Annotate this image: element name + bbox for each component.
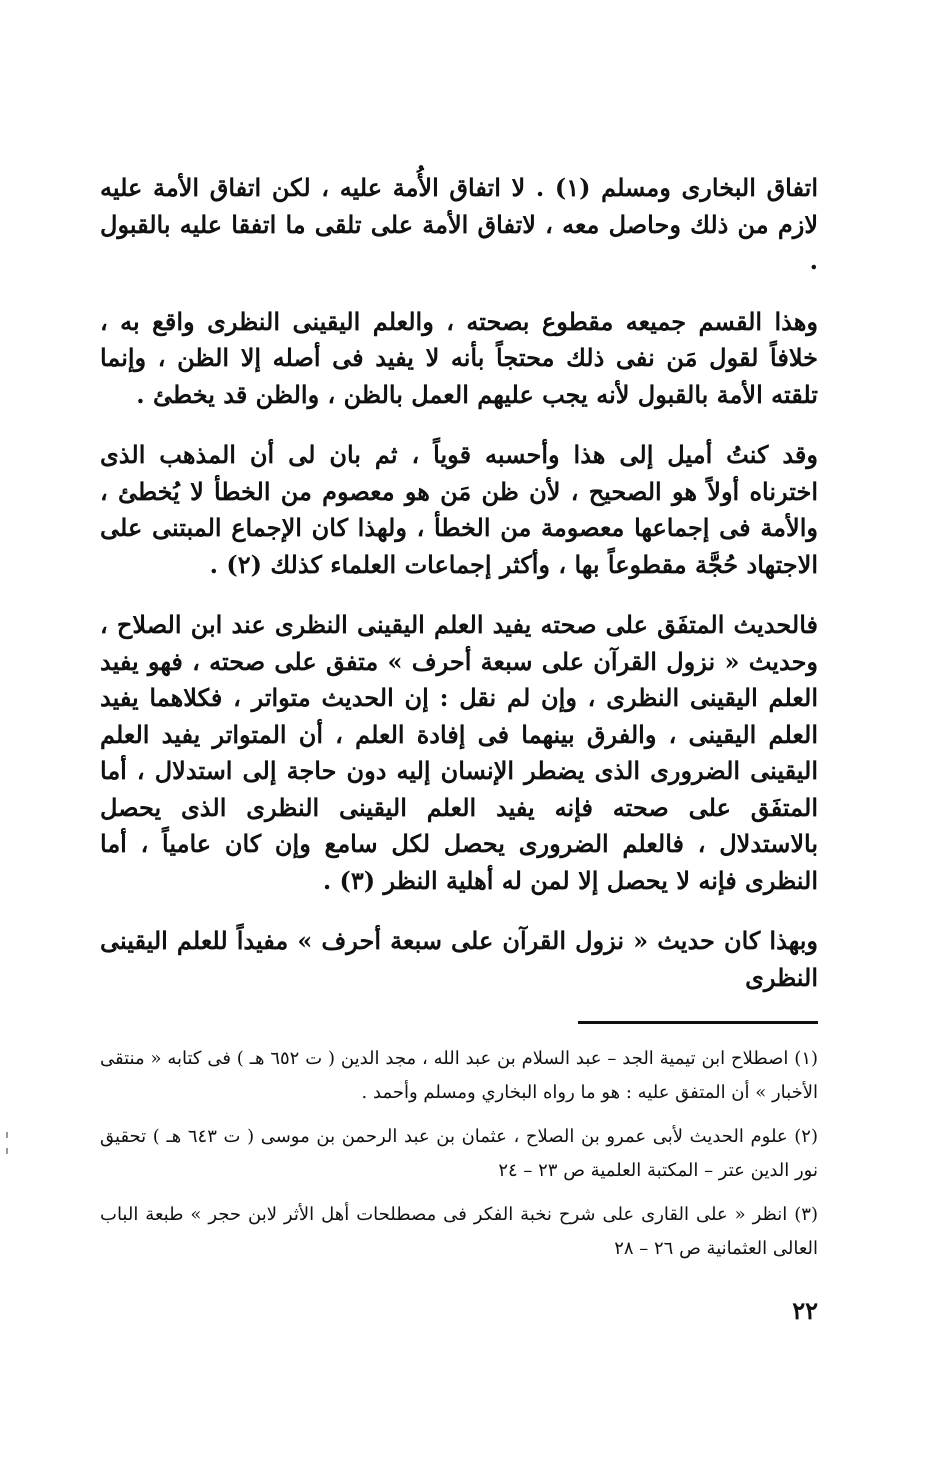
- paragraph-2: وهذا القسم جميعه مقطوع بصحته ، والعلم اليقينى النظرى واقع به ، خلافاً لقول مَن نفى ذلك محتجاً بأنه لا يفيد فى أصله إلا الظن ، وإنما تلقته الأمة بالقبول لأنه يجب عليهم العمل بالظن ، والظن قد يخطئ .: [100, 306, 819, 409]
- paragraph-3: وقد كنتُ أميل إلى هذا وأحسبه قوياً ، ثم بان لى أن المذهب الذى اخترناه أولاً هو الصحيح ، لأن ظن مَن هو معصوم من الخطأ لا يُخطئ ، والأمة فى إجماعها معصومة من الخطأ ، ولهذا كان الإجماع المبتنى على الاجتهاد حُجَّة مقطوعاً بها ، وأكثر إجماعات العلماء كذلك (٢) .: [100, 440, 818, 579]
- footnote-2: (٢) علوم الحديث لأبى عمرو بن الصلاح ، عثمان بن عبد الرحمن بن موسى ( ت ٦٤٣ هـ ) تحقيق نور الدين عتر – المكتبة العلمية ص ٢٣ – ٢٤: [100, 1126, 818, 1181]
- paragraph-5: وبهذا كان حديث « نزول القرآن على سبعة أحرف » مفيداً للعلم اليقينى النظرى: [100, 926, 818, 992]
- footnotes: [100, 1042, 818, 1276]
- scan-mark: [6, 1132, 8, 1138]
- footnote-3: (٣) انظر « على القارى على شرح نخبة الفكر فى مصطلحات أهل الأثر لابن حجر » طبعة الباب العالى العثمانية ص ٢٦ – ٢٨: [100, 1204, 818, 1259]
- paragraph-1: اتفاق البخارى ومسلم (١) . لا اتفاق الأُمة عليه ، لكن اتفاق الأمة عليه لازم من ذلك وحاصل معه ، لاتفاق الأمة على تلقى ما اتفقا عليه بالقبول .: [100, 173, 818, 275]
- page-number: ٢٢: [792, 1296, 818, 1325]
- paragraph-4: فالحديث المتفَق على صحته يفيد العلم اليقينى النظرى عند ابن الصلاح ، وحديث « نزول القرآن على سبعة أحرف » متفق على صحته ، فهو يفيد العلم اليقينى النظرى ، وإن لم نقل : إن الحديث متواتر ، فكلاهما يفيد العلم اليقينى ، والفرق بينهما فى إفادة العلم ، أن المتواتر يفيد العلم اليقينى الضرورى الذى يضطر الإنسان إليه دون حاجة إلى استدلال ، أما المتفَق على صحته فإنه يفيد العلم اليقينى النظرى الذى يحصل بالاستدلال ، فالعلم الضرورى يحصل لكل سامع وإن كان عامياً ، أما النظرى فإنه لا يحصل إلا لمن له أهلية النظر (٣) .: [100, 610, 819, 895]
- scan-mark: [6, 1148, 8, 1154]
- footnote-1: (١) اصطلاح ابن تيمية الجد – عبد السلام بن عبد الله ، مجد الدين ( ت ٦٥٢ هـ ) فى كتابه « منتقى الأخبار » أن المتفق عليه : هو ما رواه البخاري ومسلم وأحمد .: [100, 1048, 819, 1103]
- main-text: [100, 170, 818, 996]
- footnote-separator: [578, 1021, 818, 1024]
